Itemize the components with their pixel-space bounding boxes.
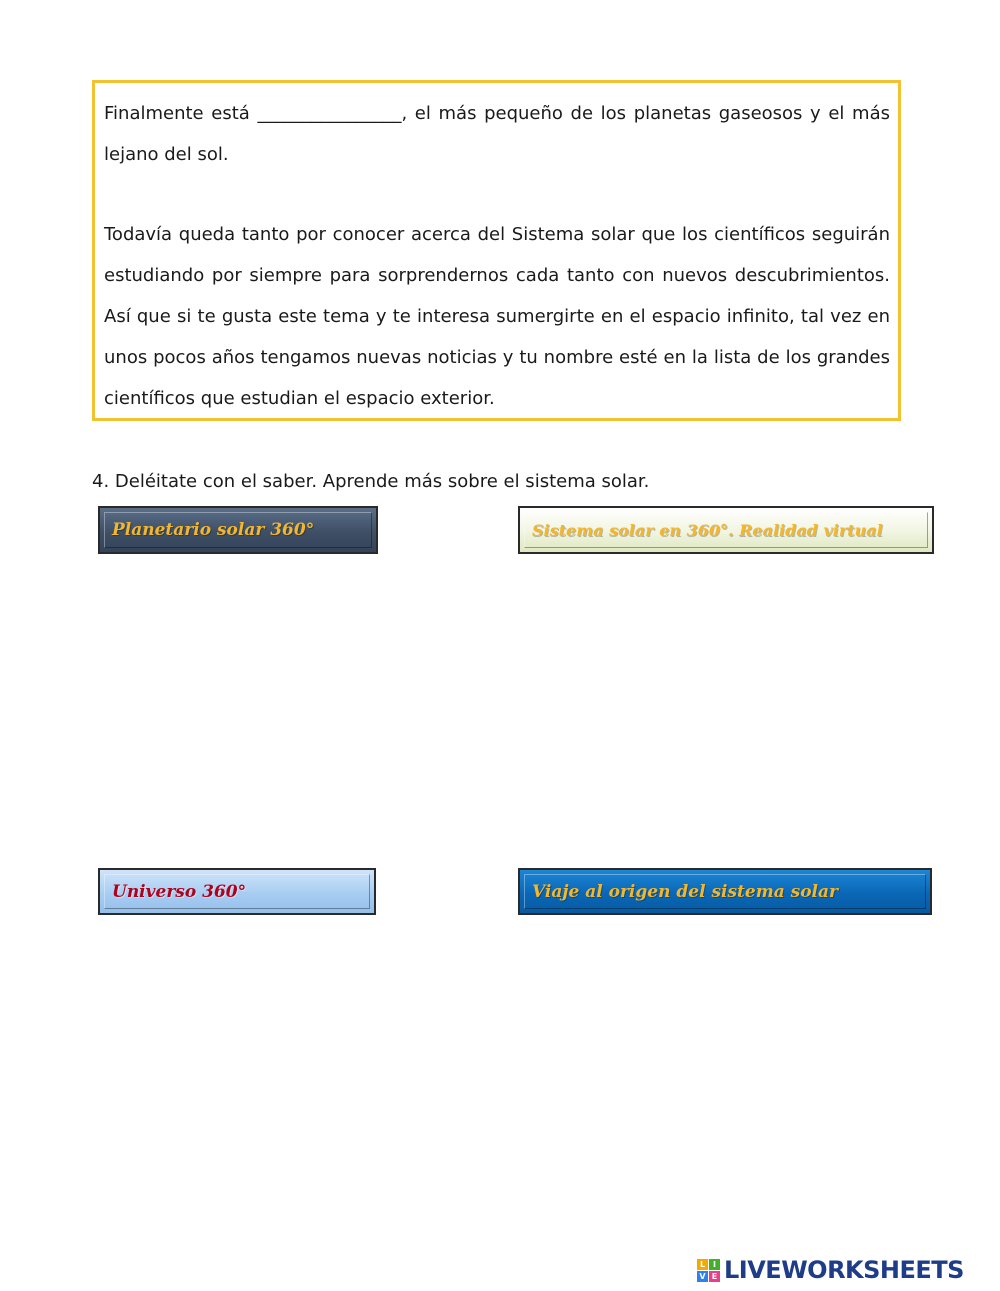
link-button-label: Universo 360°	[112, 881, 247, 902]
universo-360-link-button[interactable]	[98, 868, 376, 915]
logo-letter: I	[709, 1259, 720, 1270]
link-button-label: Viaje al origen del sistema solar	[532, 881, 838, 902]
logo-letter: L	[697, 1259, 708, 1270]
reading-paragraph-1: Finalmente está ________________, el más pequeño de los planetas gaseosos y el más lejano del sol.	[104, 103, 890, 165]
viaje-origen-link-button[interactable]	[518, 868, 932, 915]
liveworksheets-mark-icon	[697, 1259, 720, 1282]
reading-paragraph-2: Todavía queda tanto por conocer acerca del Sistema solar que los científicos seguirán estudiando por siempre para sorprendernos cada tanto con nuevos descubrimientos. Así que si te gusta este tema y te interesa sumergirte en el espacio infinito, tal vez en unos pocos años tengamos nuevas noticias y tu nombre esté en la lista de los grandes científicos que estudian el espacio exterior.	[104, 224, 890, 409]
logo-letter: V	[697, 1271, 708, 1282]
planetario-solar-link-button[interactable]	[98, 506, 378, 554]
logo-wordmark: LIVEWORKSHEETS	[724, 1256, 964, 1284]
link-button-label: Sistema solar en 360°. Realidad virtual	[532, 520, 883, 540]
reading-passage-box	[92, 80, 901, 421]
liveworksheets-logo	[697, 1255, 964, 1285]
question-4-prompt: 4. Deléitate con el saber. Aprende más sobre el sistema solar.	[92, 471, 650, 492]
link-button-label: Planetario solar 360°	[112, 520, 315, 540]
sistema-solar-vr-link-button[interactable]	[518, 506, 934, 554]
logo-letter: E	[709, 1271, 720, 1282]
